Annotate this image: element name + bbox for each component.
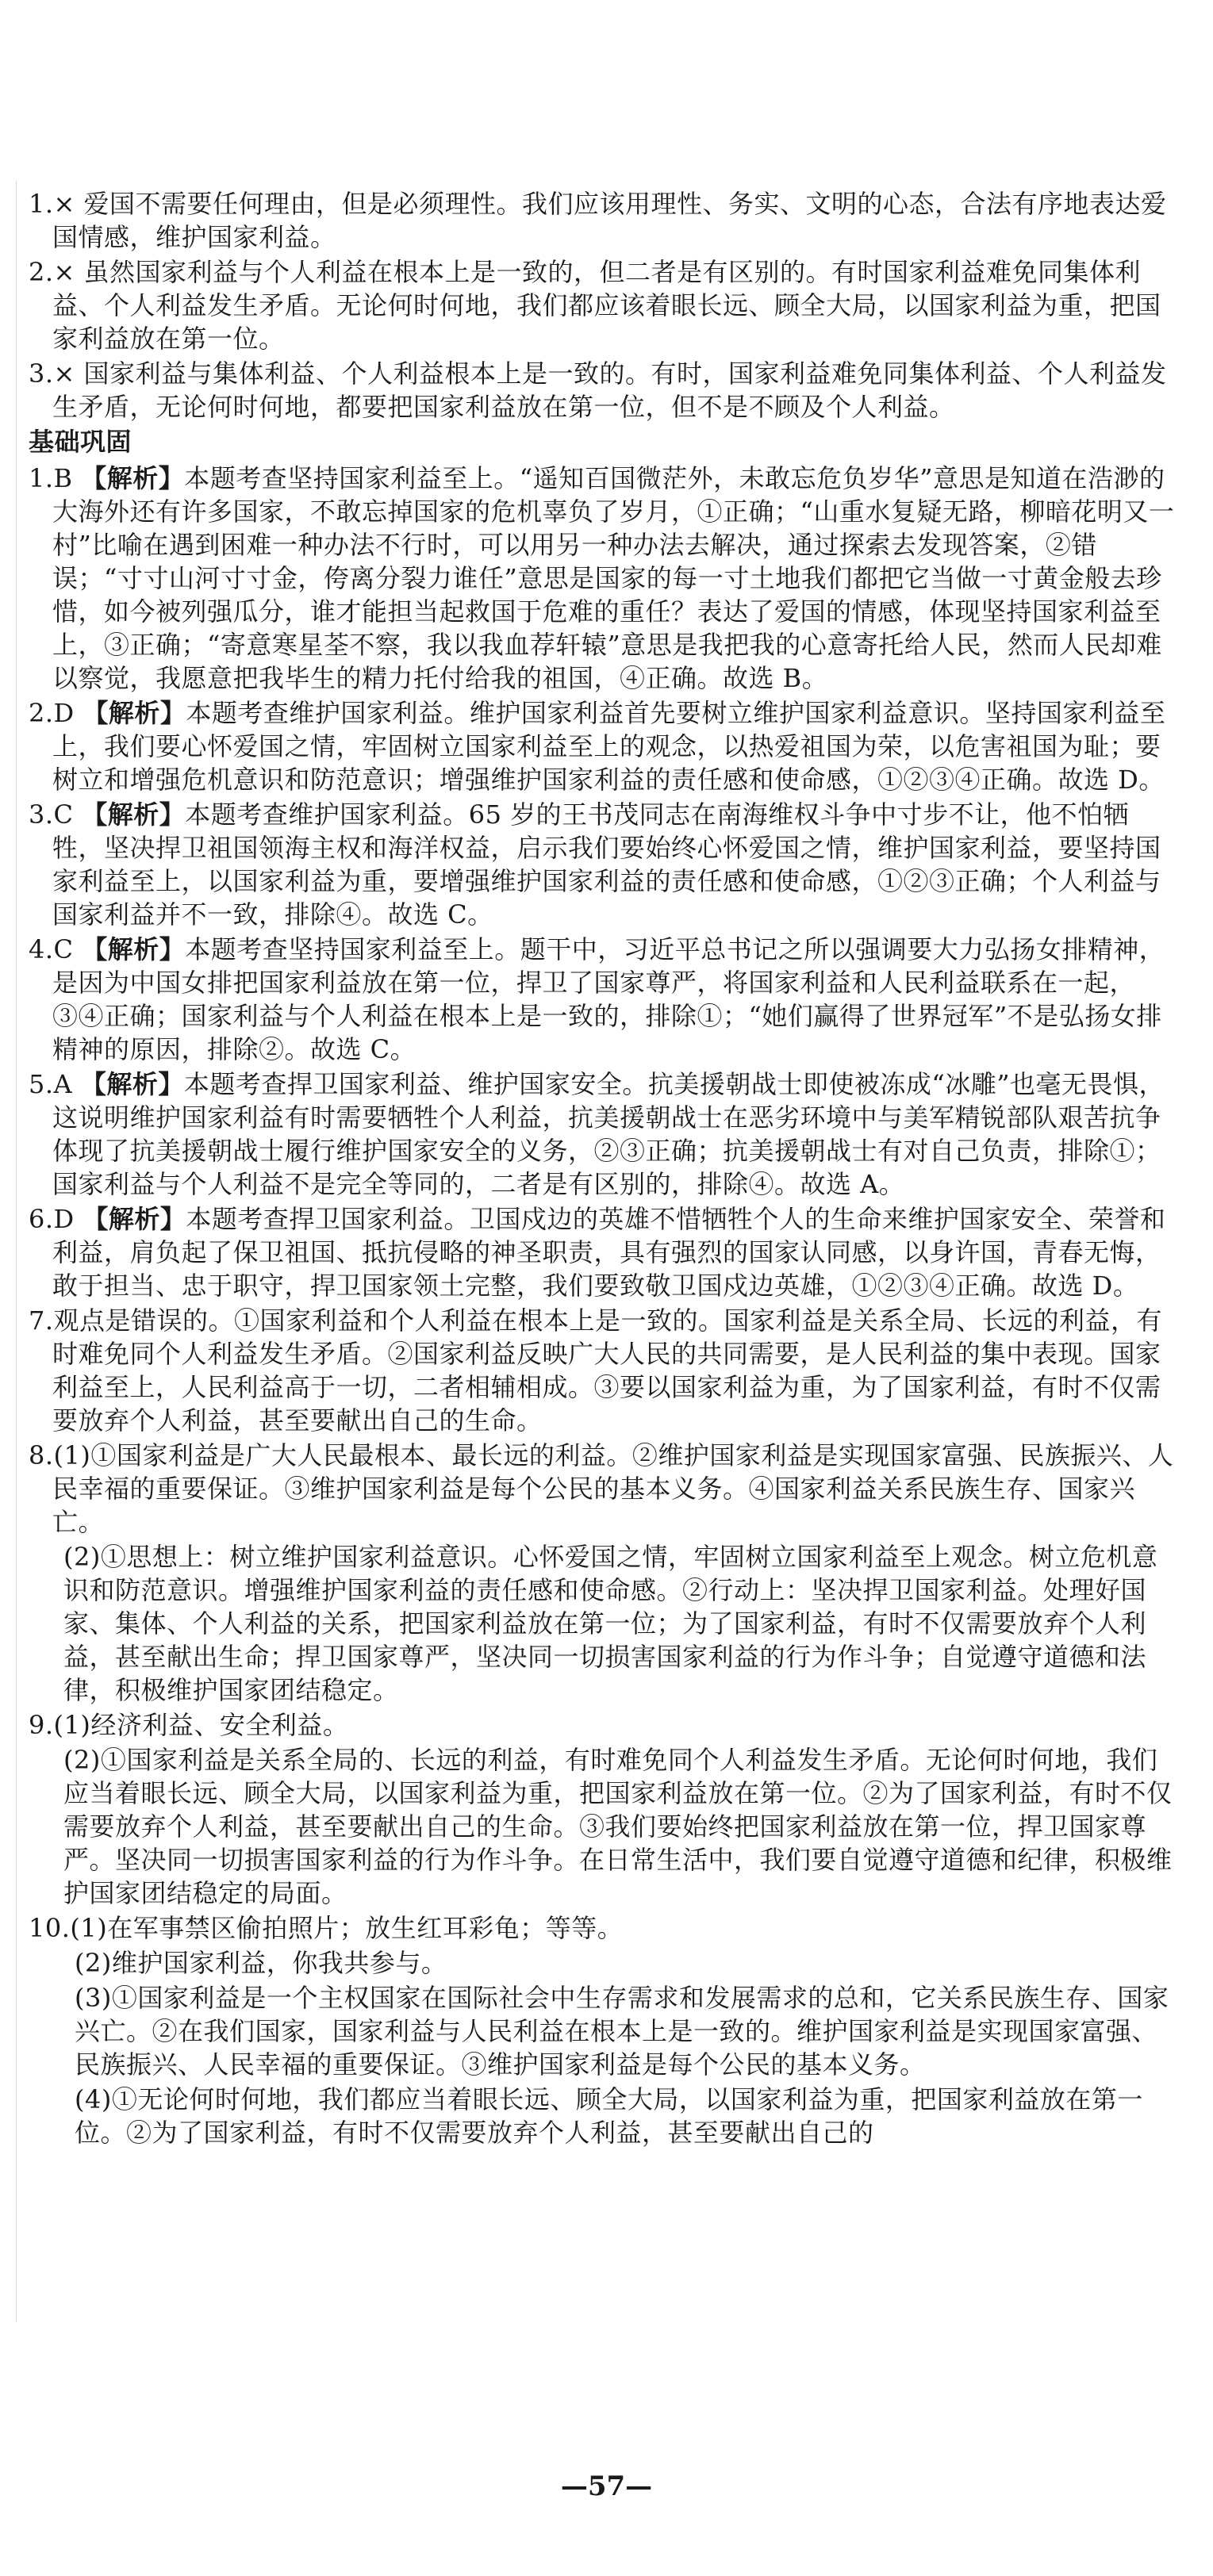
analysis-tag: 【解析】 xyxy=(80,1069,184,1099)
answer-item-10-part-4: (4)①无论何时何地，我们都应当着眼长远、顾全大局，以国家利益为重，把国家利益放在第一位。②为了国家利益，有时不仅需要放弃个人利益，甚至要献出自己的 xyxy=(75,2084,1143,2148)
choice-item-4 xyxy=(29,933,1179,1066)
analysis-text: 本题考查坚持国家利益至上。题干中，习近平总书记之所以强调要大力弘扬女排精神，是因为中国女排把国家利益放在第一位，捍卫了国家尊严，将国家利益和人民利益联系在一起，③④正确；国家利益与个人利益在根本上是一致的，排除①；“她们赢得了世界冠军”不是弘扬女排精神的原因，排除②。故选 C。 xyxy=(52,934,1165,1064)
item-number: 10. xyxy=(29,1913,71,1943)
item-number: 9. xyxy=(29,1710,54,1740)
analysis-tag: 【解析】 xyxy=(81,463,185,493)
margin-rule xyxy=(16,181,17,2322)
analysis-tag: 【解析】 xyxy=(83,1204,186,1234)
analysis-text: 本题考查捍卫国家利益、维护国家安全。抗美援朝战士即使被冻成“冰雕”也毫无畏惧，这说明维护国家利益有时需要牺牲个人利益，抗美援朝战士在恶劣环境中与美军精锐部队艰苦抗争体现了抗美援朝战士履行维护国家安全的义务，②③正确；抗美援朝战士有对自己负责，排除①；国家利益与个人利益不是完全等同的，二者是有区别的，排除④。故选 A。 xyxy=(52,1069,1165,1199)
analysis-tag: 【解析】 xyxy=(82,934,186,964)
answer-content xyxy=(29,187,1179,2151)
analysis-tag: 【解析】 xyxy=(82,799,186,830)
answer-part-1: (1)①国家利益是广大人民最根本、最长远的利益。②维护国家利益是实现国家富强、民族振兴、人民幸福的重要保证。③维护国家利益是每个公民的基本义务。④国家利益关系民族生存、国家兴亡。 xyxy=(52,1440,1174,1537)
answer-item-9-part-2: (2)①国家利益是关系全局的、长远的利益，有时难免同个人利益发生矛盾。无论何时何地，我们应当着眼长远、顾全大局，以国家利益为重，把国家利益放在第一位。②为了国家利益，有时不仅需要放弃个人利益，甚至要献出自己的生命。③我们要始终把国家利益放在第一位，捍卫国家尊严。坚决同一切损害国家利益的行为作斗争。在日常生活中，我们要自觉遵守道德和纪律，积极维护国家团结稳定的局面。 xyxy=(63,1745,1173,1908)
item-number: 3. xyxy=(29,358,54,389)
item-number: 8. xyxy=(29,1440,54,1470)
analysis-text: 本题考查维护国家利益。65 岁的王书茂同志在南海维权斗争中寸步不让，他不怕牺牲，坚决捍卫祖国领海主权和海洋权益，启示我们要始终心怀爱国之情，维护国家利益，要坚持国家利益至上，以国家利益为重，要增强维护国家利益的责任感和使命感，①②③正确；个人利益与国家利益并不一致，排除④。故选 C。 xyxy=(52,799,1161,930)
judgment-text: 虽然国家利益与个人利益在根本上是一致的，但二者是有区别的。有时国家利益难免同集体利益、个人利益发生矛盾。无论何时何地，我们都应该着眼长远、顾全大局，以国家利益为重，把国家利益放在第一位。 xyxy=(52,257,1161,354)
item-number: 2. xyxy=(29,698,54,728)
cross-mark: × xyxy=(53,257,75,287)
item-number: 7. xyxy=(29,1305,54,1336)
answer-letter: D xyxy=(53,1204,75,1234)
answer-letter: B xyxy=(53,463,73,493)
page-number: —57— xyxy=(560,2471,653,2502)
answer-letter: C xyxy=(53,799,74,830)
section-heading: 基础巩固 xyxy=(29,427,132,457)
answer-item-7 xyxy=(29,1304,1179,1437)
item-number: 2. xyxy=(29,257,54,287)
item-number: 3. xyxy=(29,799,54,830)
answer-part-1: (1)在军事禁区偷拍照片；放生红耳彩龟；等等。 xyxy=(70,1913,624,1943)
analysis-text: 本题考查维护国家利益。维护国家利益首先要树立维护国家利益意识。坚持国家利益至上，我们要心怀爱国之情，牢固树立国家利益至上的观念，以热爱祖国为荣，以危害祖国为耻；要树立和增强危机意识和防范意识；增强维护国家利益的责任感和使命感，①②③④正确。故选 D。 xyxy=(52,698,1166,795)
choice-item-3 xyxy=(29,798,1179,931)
answer-item-9 xyxy=(29,1708,1179,1742)
answer-letter: D xyxy=(53,698,75,728)
judgment-text: 爱国不需要任何理由，但是必须理性。我们应该用理性、务实、文明的心态，合法有序地表达爱国情感，维护国家利益。 xyxy=(52,189,1167,252)
judgment-2 xyxy=(29,255,1179,355)
answer-text: 观点是错误的。①国家利益和个人利益在根本上是一致的。国家利益是关系全局、长远的利益，有时难免同个人利益发生矛盾。②国家利益反映广大人民的共同需要，是人民利益的集中表现。国家利益至上，人民利益高于一切，二者相辅相成。③要以国家利益为重，为了国家利益，有时不仅需要放弃个人利益，甚至要献出自己的生命。 xyxy=(52,1305,1163,1436)
item-number: 5. xyxy=(29,1069,54,1099)
item-number: 6. xyxy=(29,1204,54,1234)
answer-letter: A xyxy=(53,1069,73,1099)
answer-letter: C xyxy=(53,934,74,964)
analysis-text: 本题考查坚持国家利益至上。“遥知百国微茫外，未敢忘危负岁华”意思是知道在浩渺的大海外还有许多国家，不敢忘掉国家的危机辜负了岁月，①正确；“山重水复疑无路，柳暗花明又一村”比喻在遇到困难一种办法不行时，可以用另一种办法去解决，通过探索去发现答案，②错误；“寸寸山河寸寸金，侉离分裂力谁任”意思是国家的每一寸土地我们都把它当做一寸黄金般去珍惜，如今被列强瓜分，谁才能担当起救国于危难的重任？表达了爱国的情感，体现坚持国家利益至上，③正确；“寄意寒星荃不察，我以我血荐轩辕”意思是我把我的心意寄托给人民，然而人民却难以察觉，我愿意把我毕生的精力托付给我的祖国，④正确。故选 B。 xyxy=(52,463,1175,693)
choice-item-2 xyxy=(29,696,1179,796)
choice-item-5 xyxy=(29,1068,1179,1201)
answer-item-8 xyxy=(29,1439,1179,1539)
judgment-text: 国家利益与集体利益、个人利益根本上是一致的。有时，国家利益难免同集体利益、个人利益发生矛盾，无论何时何地，都要把国家利益放在第一位，但不是不顾及个人利益。 xyxy=(52,358,1167,422)
answer-item-8-part-2: (2)①思想上：树立维护国家利益意识。心怀爱国之情，牢固树立国家利益至上观念。树立危机意识和防范意识。增强维护国家利益的责任感和使命感。②行动上：坚决捍卫国家利益。处理好国家、集体、个人利益的关系，把国家利益放在第一位；为了国家利益，有时不仅需要放弃个人利益，甚至献出生命；捍卫国家尊严，坚决同一切损害国家利益的行为作斗争；自觉遵守道德和法律，积极维护国家团结稳定。 xyxy=(63,1542,1158,1705)
item-number: 1. xyxy=(29,189,54,219)
item-number: 4. xyxy=(29,934,54,964)
analysis-text: 本题考查捍卫国家利益。卫国戍边的英雄不惜牺牲个人的生命来维护国家安全、荣誉和利益，肩负起了保卫祖国、抵抗侵略的神圣职责，具有强烈的国家认同感，以身许国，青春无悔，敢于担当、忠于职守，捍卫国家领土完整，我们要致敬卫国戍边英雄，①②③④正确。故选 D。 xyxy=(52,1204,1166,1301)
analysis-tag: 【解析】 xyxy=(83,698,186,728)
answer-item-10-part-3: (3)①国家利益是一个主权国家在国际社会中生存需求和发展需求的总和，它关系民族生存、国家兴亡。②在我们国家，国家利益与人民利益在根本上是一致的。维护国家利益是实现国家富强、民族振兴、人民幸福的重要保证。③维护国家利益是每个公民的基本义务。 xyxy=(75,1983,1169,2080)
cross-mark: × xyxy=(53,189,75,219)
cross-mark: × xyxy=(53,358,75,389)
answer-item-10 xyxy=(29,1911,1179,1945)
choice-item-6 xyxy=(29,1202,1179,1302)
judgment-1 xyxy=(29,187,1179,254)
judgment-3 xyxy=(29,357,1179,424)
answer-item-10-part-2: (2)维护国家利益，你我共参与。 xyxy=(75,1948,447,1978)
choice-item-1 xyxy=(29,462,1179,695)
item-number: 1. xyxy=(29,463,54,493)
answer-part-1: (1)经济利益、安全利益。 xyxy=(53,1710,349,1740)
